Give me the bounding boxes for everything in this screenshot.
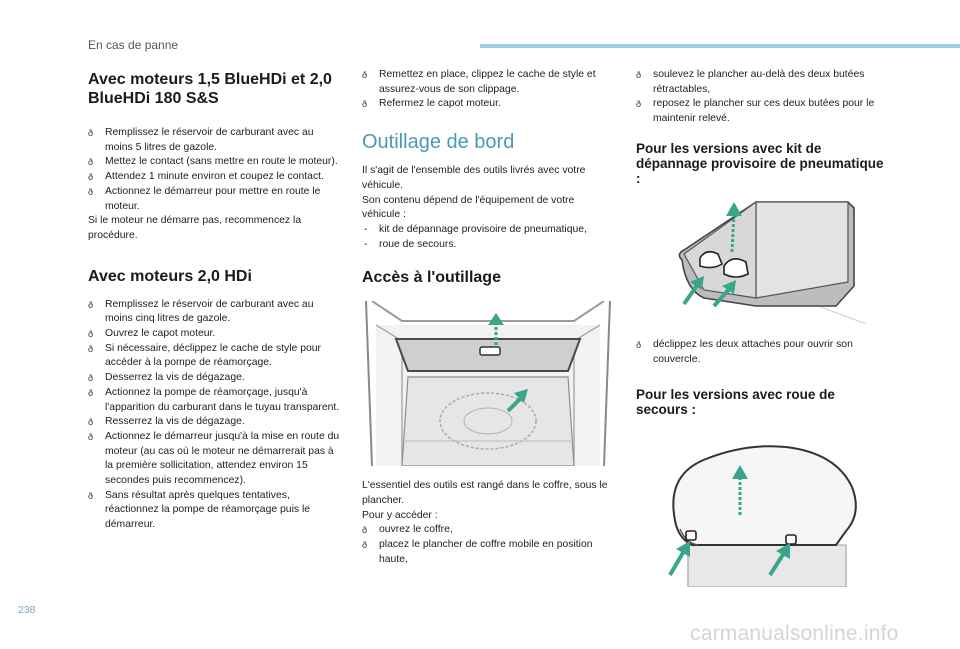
list-item: ð Remplissez le réservoir de carburant avec au moins 5 litres de gazole. [88, 126, 342, 155]
kit-steps [636, 338, 886, 367]
list-item: ð déclippez les deux attaches pour ouvrir son couvercle. [636, 338, 886, 367]
list-item: ð reposez le plancher sur ces deux butées pour le maintenir relevé. [636, 97, 886, 126]
watermark: carmanualsonline.info [690, 622, 899, 645]
column-1 [88, 66, 342, 533]
list-item: ð Remplissez le réservoir de carburant avec au moins cinq litres de gazole. [88, 298, 342, 327]
heading-bluehdi: Avec moteurs 1,5 BlueHDi et 2,0 BlueHDi 180 S&S [88, 71, 332, 107]
access-text: L'essentiel des outils est rangé dans le coffre, sous le plancher. [362, 480, 608, 507]
heading-outillage: Outillage de bord [362, 131, 515, 154]
list-item: ð ouvrez le coffre, [362, 523, 614, 538]
list-item: ð Desserrez la vis de dégazage. [88, 371, 342, 386]
steps-floor [636, 68, 886, 127]
list-item: - roue de secours. [362, 238, 614, 253]
list-item: ð placez le plancher de coffre mobile en position haute, [362, 538, 614, 567]
list-item: ð Mettez le contact (sans mettre en route le moteur). [88, 155, 342, 170]
section-label: En cas de panne [88, 38, 179, 52]
heading-hdi: Avec moteurs 2,0 HDi [88, 267, 252, 285]
access-howto: Pour y accéder : [362, 509, 438, 521]
steps-closing [362, 68, 614, 112]
list-item: ð Sans résultat après quelques tentatives, réactionnez la pompe de réamorçage puis le démarreur. [88, 489, 342, 533]
heading-spare-wheel: Pour les versions avec roue de secours : [636, 387, 835, 418]
page-number: 238 [18, 604, 36, 616]
note-retry: Si le moteur ne démarre pas, recommencez la procédure. [88, 215, 302, 241]
tools-intro-2: Son contenu dépend de l'équipement de votre véhicule : [362, 194, 575, 221]
list-item: ð Resserrez la vis de dégazage. [88, 415, 342, 430]
heading-acces: Accès à l'outillage [362, 269, 501, 287]
list-item: ð Attendez 1 minute environ et coupez le contact. [88, 170, 342, 185]
steps-hdi [88, 298, 342, 533]
list-item: ð Actionnez la pompe de réamorçage, jusqu'à l'apparition du carburant dans le tuyau transparent. [88, 386, 342, 415]
list-item: - kit de dépannage provisoire de pneumatique, [362, 223, 614, 238]
steps-bluehdi [88, 126, 342, 214]
tools-intro: Il s'agit de l'ensemble des outils livrés avec votre véhicule. [362, 165, 586, 191]
column-2 [362, 66, 614, 568]
heading-kit: Pour les versions avec kit de dépannage provisoire de pneumatique : [636, 140, 884, 186]
repair-kit-illustration [636, 194, 886, 324]
list-item: ð Refermez le capot moteur. [362, 97, 614, 112]
column-3 [636, 66, 886, 587]
list-item: ð soulevez le plancher au-delà des deux butées rétractables, [636, 68, 886, 97]
trunk-illustration [362, 301, 614, 466]
list-item: ð Actionnez le démarreur jusqu'à la mise en route du moteur (au cas où le moteur ne démarrerait pas à la première sollicitation, attendez environ 15 secondes puis recommencez). [88, 430, 342, 489]
tools-list [362, 223, 614, 252]
header-bar [480, 44, 960, 48]
list-item: ð Actionnez le démarreur pour mettre en route le moteur. [88, 185, 342, 214]
spare-wheel-illustration [636, 435, 886, 587]
access-steps [362, 523, 614, 567]
list-item: ð Ouvrez le capot moteur. [88, 327, 342, 342]
list-item: ð Remettez en place, clippez le cache de style et assurez-vous de son clippage. [362, 68, 614, 97]
list-item: ð Si nécessaire, déclippez le cache de style pour accéder à la pompe de réamorçage. [88, 342, 342, 371]
